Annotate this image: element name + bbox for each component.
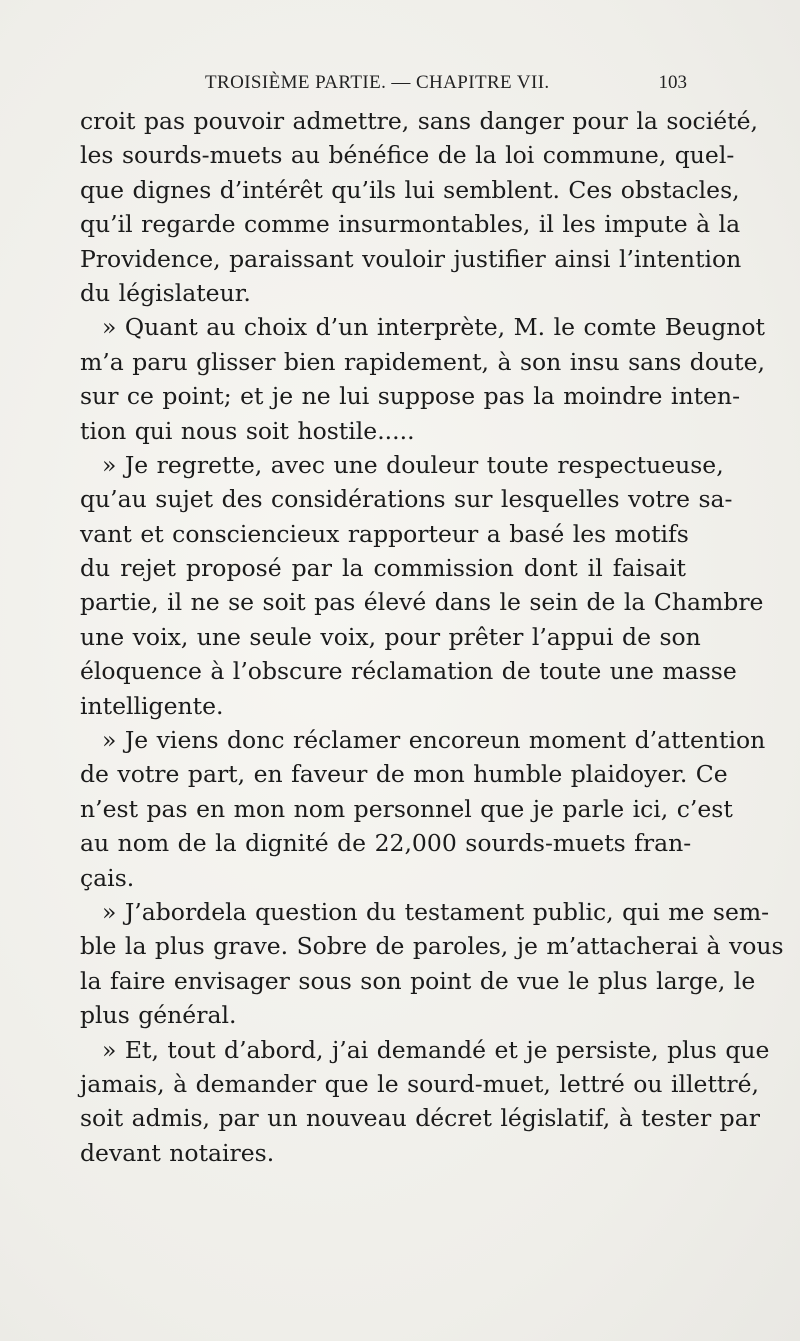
text-line: éloquence à l’obscure réclamation de toute une masse	[80, 657, 737, 686]
text-line: » Je viens donc réclamer encoreun moment d’attention	[102, 726, 766, 755]
text-line: ble la plus grave. Sobre de paroles, je m’attacherai à vous	[80, 932, 784, 961]
text-line: de votre part, en faveur de mon humble plaidoyer. Ce	[80, 760, 728, 789]
page-header	[205, 72, 687, 96]
text-line: la faire envisager sous son point de vue le plus large, le	[80, 966, 756, 995]
text-line: intelligente.	[80, 691, 224, 720]
text-line: » Et, tout d’abord, j’ai demandé et je persiste, plus que	[102, 1035, 770, 1064]
text-line: soit admis, par un nouveau décret législatif, à tester par	[80, 1104, 760, 1133]
text-line: » J’abordela question du testament public, qui me sem-	[102, 897, 770, 926]
text-line: » Je regrette, avec une douleur toute respectueuse,	[102, 450, 724, 479]
text-line: que dignes d’intérêt qu’ils lui semblent. Ces obstacles,	[80, 175, 740, 204]
text-line: jamais, à demander que le sourd-muet, lettré ou illettré,	[80, 1069, 759, 1098]
text-line: vant et consciencieux rapporteur a basé les motifs	[80, 519, 689, 548]
text-line: Providence, paraissant vouloir justifier ainsi l’intention	[80, 244, 742, 273]
text-line: du législateur.	[80, 278, 251, 307]
text-line: qu’il regarde comme insurmontables, il les impute à la	[80, 210, 741, 239]
running-title: TROISIÈME PARTIE. — CHAPITRE VII.	[205, 72, 550, 93]
body-text	[80, 104, 784, 1170]
text-line: devant notaires.	[80, 1138, 275, 1167]
text-line: » Quant au choix d’un interprète, M. le comte Beugnot	[102, 313, 765, 342]
text-line: les sourds-muets au bénéfice de la loi commune, quel-	[80, 141, 735, 170]
text-line: n’est pas en mon nom personnel que je parle ici, c’est	[80, 794, 733, 823]
page-number: 103	[658, 72, 687, 93]
text-line: croit pas pouvoir admettre, sans danger pour la société,	[80, 107, 758, 135]
text-line: çais.	[80, 863, 135, 892]
text-line: plus général.	[80, 1001, 237, 1030]
text-line: partie, il ne se soit pas élevé dans le sein de la Chambre	[80, 588, 764, 617]
text-line: m’a paru glisser bien rapidement, à son insu sans doute,	[80, 347, 765, 376]
text-line: du rejet proposé par la commission dont il faisait	[80, 554, 686, 583]
text-line: tion qui nous soit hostile.....	[80, 416, 415, 445]
text-line: une voix, une seule voix, pour prêter l’appui de son	[80, 622, 701, 651]
text-line: qu’au sujet des considérations sur lesquelles votre sa-	[80, 485, 733, 514]
text-line: sur ce point; et je ne lui suppose pas la moindre inten-	[80, 382, 741, 411]
text-line: au nom de la dignité de 22,000 sourds-muets fran-	[80, 829, 692, 858]
